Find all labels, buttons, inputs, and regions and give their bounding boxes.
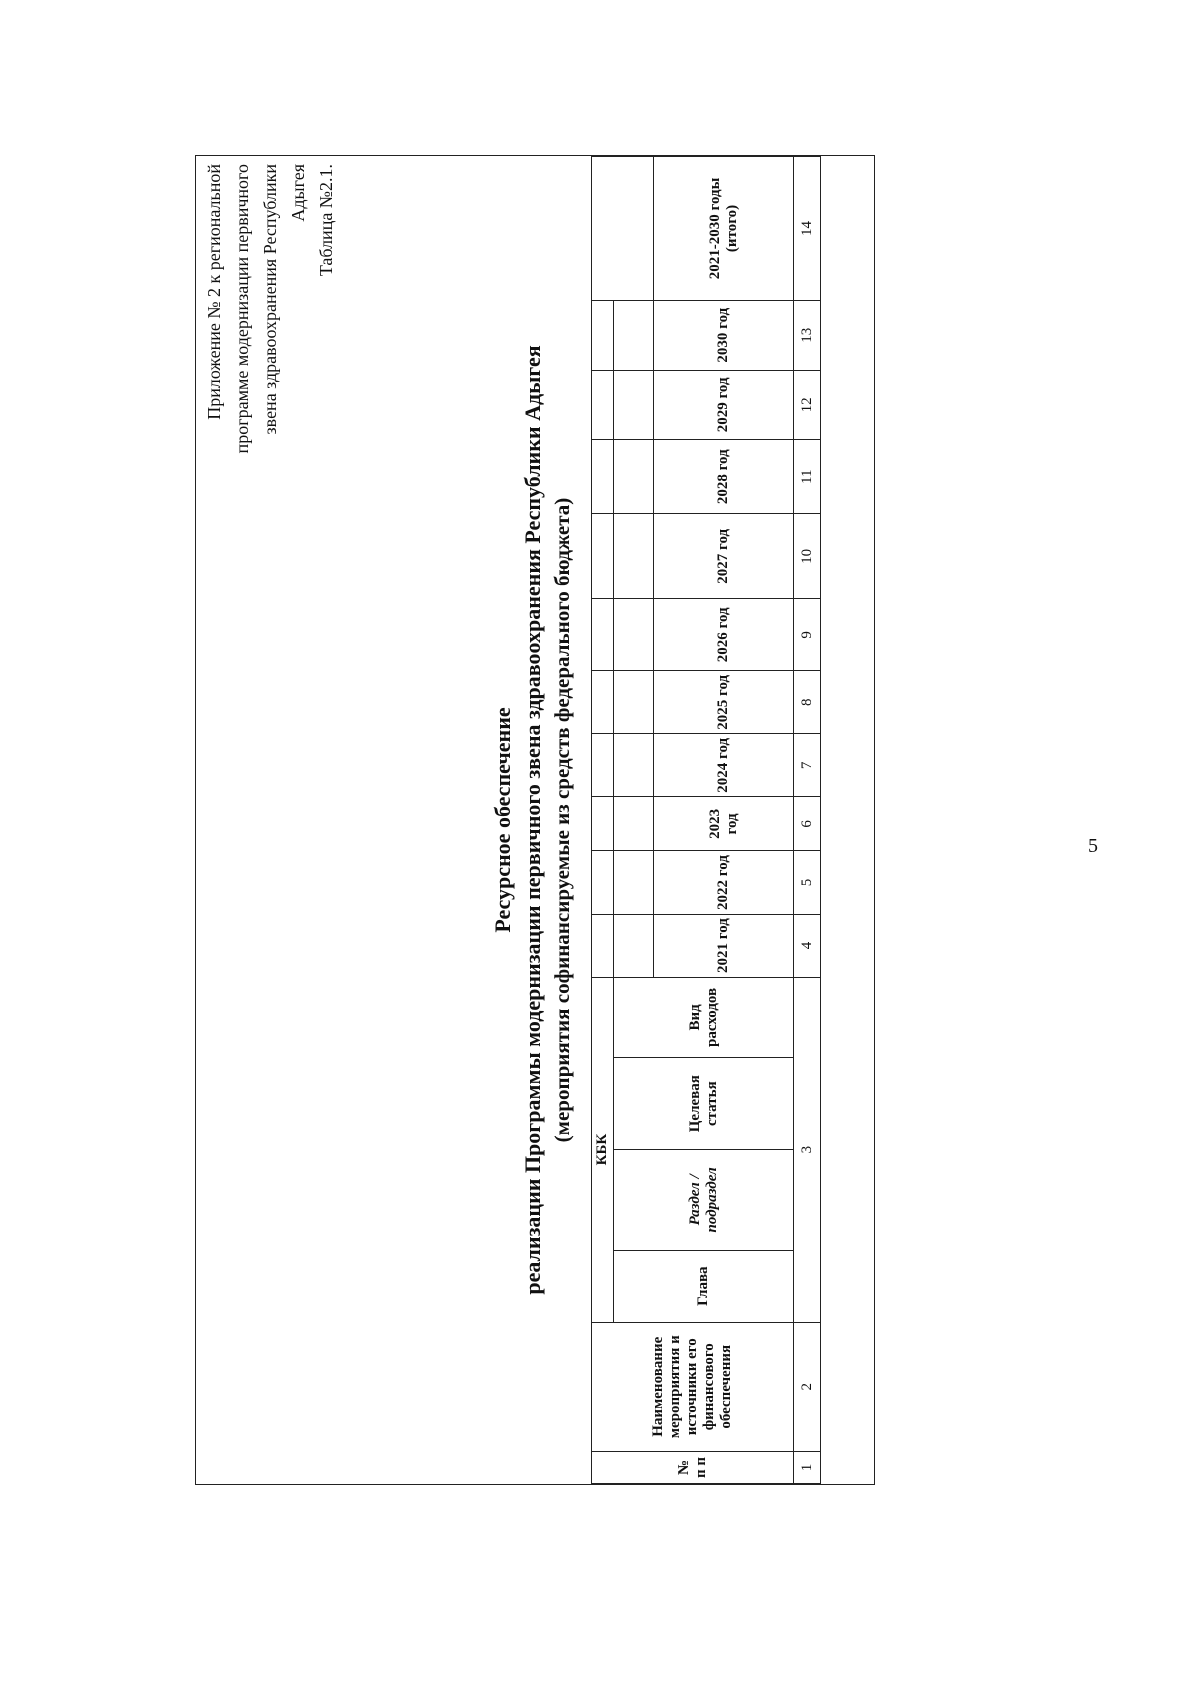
page-number: 5 (1088, 835, 1098, 857)
document-title (488, 156, 576, 1484)
header-empty (614, 300, 654, 370)
appendix-note (200, 164, 340, 684)
header-empty (592, 440, 614, 514)
header-year: 2023 год (654, 797, 794, 851)
title-line-3: (мероприятия софинансируемые из средств федерального бюджета) (550, 497, 574, 1143)
column-number: 5 (794, 851, 821, 914)
column-number: 1 (794, 1451, 821, 1483)
header-empty (614, 671, 654, 734)
header-kbk-glava: Глава (614, 1250, 794, 1322)
header-empty (614, 734, 654, 797)
appendix-line: программе модернизации первичного (232, 164, 252, 454)
appendix-line: Приложение № 2 к региональной (204, 164, 224, 420)
column-number: 8 (794, 671, 821, 734)
header-kbk: КБК (592, 977, 614, 1322)
column-number: 9 (794, 599, 821, 671)
column-number: 7 (794, 734, 821, 797)
column-number: 10 (794, 514, 821, 599)
header-empty (614, 514, 654, 599)
header-total: 2021-2030 годы (итого) (654, 157, 794, 301)
column-number: 6 (794, 797, 821, 851)
column-number: 3 (794, 977, 821, 1322)
appendix-line: Адыгея (288, 164, 308, 222)
header-no: № п п (592, 1451, 794, 1483)
header-empty (592, 851, 614, 914)
header-empty (592, 157, 654, 301)
header-empty (592, 599, 614, 671)
table-number: Таблица №2.1. (316, 164, 336, 277)
header-year: 2030 год (654, 300, 794, 370)
header-empty (592, 797, 614, 851)
header-empty (614, 440, 654, 514)
header-year: 2026 год (654, 599, 794, 671)
header-year: 2028 год (654, 440, 794, 514)
header-year: 2022 год (654, 851, 794, 914)
column-number: 12 (794, 370, 821, 440)
header-kbk-celevaya: Целевая статья (614, 1058, 794, 1150)
header-empty (592, 734, 614, 797)
header-year: 2021 год (654, 914, 794, 977)
column-number: 13 (794, 300, 821, 370)
column-number: 14 (794, 157, 821, 301)
column-number: 11 (794, 440, 821, 514)
document-sheet (195, 155, 875, 1485)
header-empty (592, 370, 614, 440)
header-year: 2024 год (654, 734, 794, 797)
header-year: 2027 год (654, 514, 794, 599)
header-empty (614, 370, 654, 440)
title-line-2: реализации Программы модернизации первичного звена здравоохранения Республики Адыгея (520, 345, 545, 1295)
header-name: Наименование мероприятия и источники его финансового обеспечения (592, 1322, 794, 1451)
header-year: 2025 год (654, 671, 794, 734)
header-empty (592, 514, 614, 599)
header-empty (592, 914, 614, 977)
header-empty (614, 599, 654, 671)
title-line-1: Ресурсное обеспечение (490, 707, 515, 933)
header-empty (614, 851, 654, 914)
header-empty (614, 797, 654, 851)
header-kbk-vid: Вид расходов (614, 977, 794, 1058)
header-empty (592, 671, 614, 734)
header-kbk-razdel: Раздел / подраздел (614, 1150, 794, 1251)
header-empty (592, 300, 614, 370)
column-number: 2 (794, 1322, 821, 1451)
header-empty (614, 914, 654, 977)
resource-table (591, 156, 821, 1484)
header-year: 2029 год (654, 370, 794, 440)
column-number: 4 (794, 914, 821, 977)
appendix-line: звена здравоохранения Республики (260, 164, 280, 435)
